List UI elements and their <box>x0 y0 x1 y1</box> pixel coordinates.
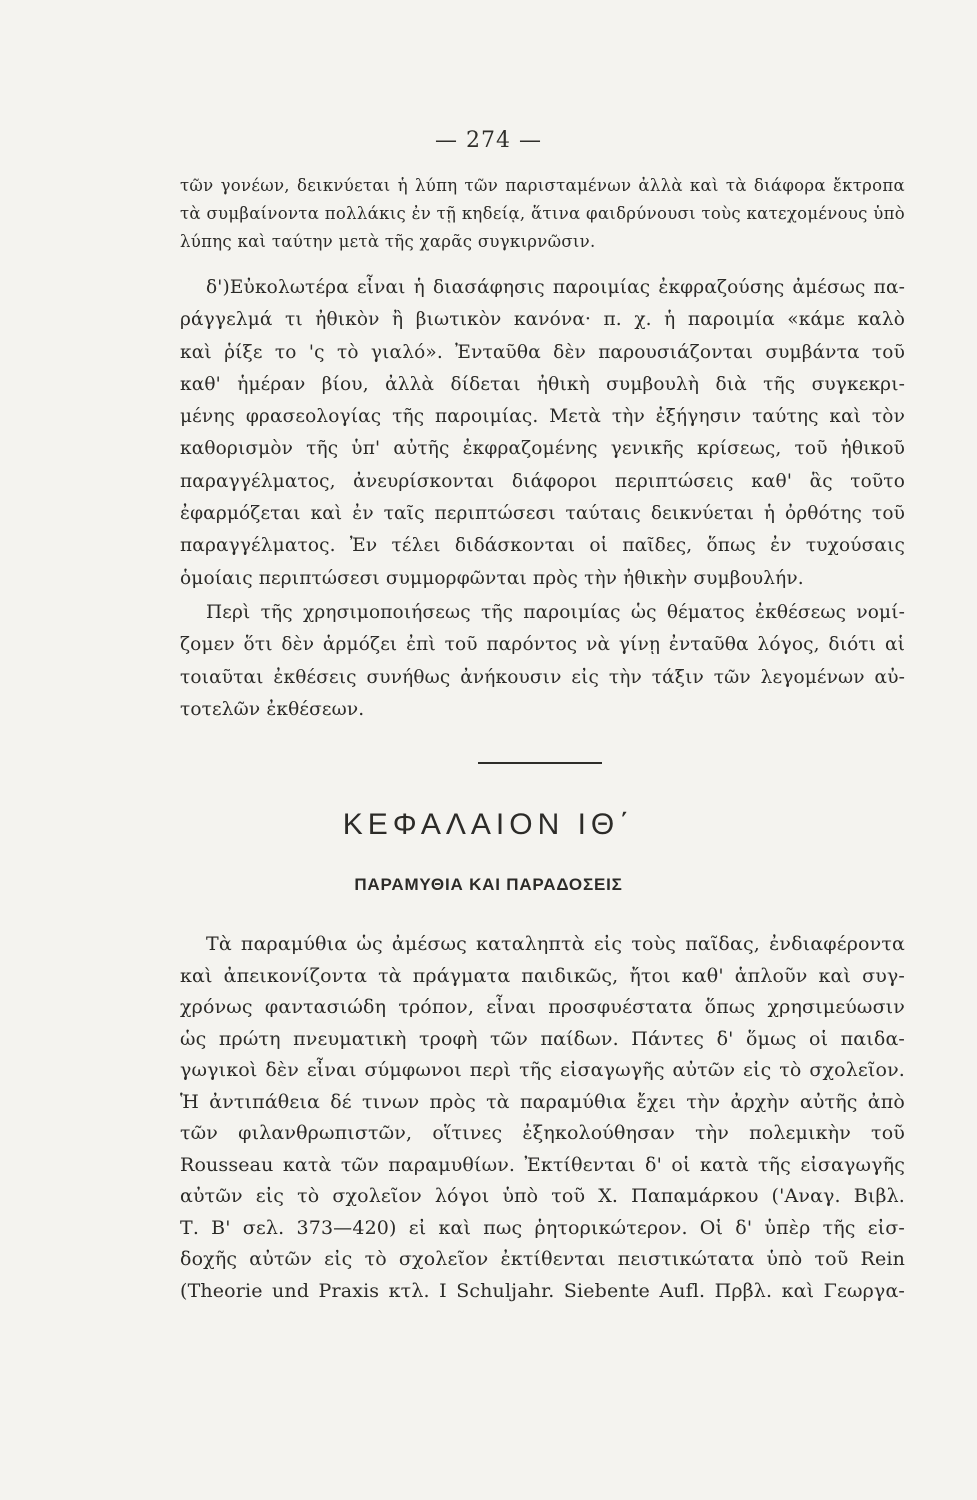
chapter-subtitle: ΠΑΡΑΜΥΘΙΑ ΚΑΙ ΠΑΡΑΔΟΣΕΙΣ <box>354 875 623 894</box>
text-line: Περὶ τῆς χρησιμοποιήσεως τῆς παροιμίας ὡς θέματος ἐκθέσεως νομί- <box>206 602 905 623</box>
paragraph-proverb-essay <box>180 597 905 726</box>
text-line: Τὰ παραμύθια ὡς ἀμέσως καταληπτὰ εἰς τοὺς παῖδας, ἐνδιαφέροντα <box>206 933 905 955</box>
text-line: ἐφαρμόζεται καὶ ἐν ταῖς περιπτώσεσι ταύταις δεικνύεται ἡ ὀρθότης τοῦ <box>180 503 905 525</box>
text-line: δοχῆς αὐτῶν εἰς τὸ σχολεῖον ἐκτίθενται πειστικώτατα ὑπὸ τοῦ Rein <box>180 1248 905 1270</box>
text-line: λύπης καὶ ταύτην μετὰ τῆς χαρᾶς συγκιρνῶσιν. <box>180 232 596 251</box>
section-divider <box>478 762 602 764</box>
text-line: τοιαῦται ἐκθέσεις συνήθως ἀνήκουσιν εἰς τὴν τάξιν τῶν λεγομένων αὐ- <box>180 666 905 688</box>
text-line: αὐτῶν εἰς τὸ σχολεῖον λόγοι ὑπὸ τοῦ Χ. Παπαμάρκου ('Αναγ. Βιβλ. <box>180 1185 905 1207</box>
text-line: ὡς πρώτη πνευματικὴ τροφὴ τῶν παίδων. Πάντες δ' ὅμως οἱ παιδα- <box>180 1027 905 1050</box>
text-line: παραγγέλματος, ἀνευρίσκονται διάφοροι περιπτώσεις καθ' ἃς τοῦτο <box>180 470 905 492</box>
paragraph-continuation <box>180 172 905 256</box>
text-line: καὶ ἀπεικονίζοντα τὰ πράγματα παιδικῶς, ἤτοι καθ' ἁπλοῦν καὶ συγ- <box>180 964 905 987</box>
paragraph-fairy-tales <box>180 929 905 1307</box>
text-line: ράγγελμά τι ἠθικὸν ἢ βιωτικὸν κανόνα· π. χ. ἡ παροιμία «κάμε καλὸ <box>180 309 905 331</box>
text-line: μένης φρασεολογίας τῆς παροιμίας. Μετὰ τὴν ἐξήγησιν ταύτης καὶ τὸν <box>180 406 905 428</box>
text-line: τῶν γονέων, δεικνύεται ἡ λύπη τῶν παρισταμένων ἀλλὰ καὶ τὰ διάφορα ἔκτροπα <box>180 176 905 195</box>
text-line: παραγγέλματος. Ἐν τέλει διδάσκονται οἱ παῖδες, ὅπως ἐν τυχούσαις <box>180 535 905 557</box>
text-line: τὰ συμβαίνοντα πολλάκις ἐν τῇ κηδείᾳ, ἅτινα φαιδρύνουσι τοὺς κατεχομένους ὑπὸ <box>180 204 905 223</box>
paragraph-proverb-delta <box>180 272 905 595</box>
text-line: ὁμοίαις περιπτώσεσι συμμορφῶνται πρὸς τὴν ἠθικὴν συμβουλήν. <box>180 567 804 589</box>
text-line: δ')Εὐκολωτέρα εἶναι ἡ διασάφησις παροιμίας ἐκφραζούσης ἀμέσως πα- <box>206 277 905 298</box>
text-line: ζομεν ὅτι δὲν ἁρμόζει ἐπὶ τοῦ παρόντος νὰ γίνῃ ἐνταῦθα λόγος, διότι αἱ <box>180 634 905 656</box>
text-line: Rousseau κατὰ τῶν παραμυθίων. Ἐκτίθενται δ' οἱ κατὰ τῆς εἰσαγωγῆς <box>180 1153 905 1176</box>
chapter-title: ΚΕΦΑΛΑΙΟΝ ΙΘ΄ <box>342 808 635 841</box>
text-line: τῶν φιλανθρωπιστῶν, οἵτινες ἐξηκολούθησαν τὴν πολεμικὴν τοῦ <box>180 1122 905 1144</box>
text-line: καὶ ῥίξε το 'ς τὸ γιαλό». Ἐνταῦθα δὲν παρουσιάζονται συμβάντα τοῦ <box>180 341 905 363</box>
text-line: (Theorie und Praxis κτλ. I Schuljahr. Siebente Aufl. Πρβλ. καὶ Γεωργα- <box>180 1279 905 1302</box>
text-line: γωγικοὶ δὲν εἶναι σύμφωνοι περὶ τῆς εἰσαγωγῆς αὐτῶν εἰς τὸ σχολεῖον. <box>180 1059 905 1081</box>
page-number: — 274 — <box>435 128 542 153</box>
text-line: Ἡ ἀντιπάθεια δέ τινων πρὸς τὰ παραμύθια ἔχει τὴν ἀρχὴν αὐτῆς ἀπὸ <box>180 1090 905 1113</box>
text-line: καθορισμὸν τῆς ὑπ' αὐτῆς ἐκφραζομένης γενικῆς κρίσεως, τοῦ ἠθικοῦ <box>180 438 905 460</box>
text-line: Τ. Β' σελ. 373—420) εἰ καὶ πως ῥητορικώτερον. Οἱ δ' ὑπὲρ τῆς εἰσ- <box>180 1216 905 1239</box>
text-line: καθ' ἡμέραν βίου, ἀλλὰ δίδεται ἠθικὴ συμβουλὴ διὰ τῆς συγκεκρι- <box>180 373 905 395</box>
text-line: τοτελῶν ἐκθέσεων. <box>180 698 365 720</box>
text-line: χρόνως φαντασιώδη τρόπον, εἶναι προσφυέστατα ὅπως χρησιμεύωσιν <box>180 996 905 1018</box>
